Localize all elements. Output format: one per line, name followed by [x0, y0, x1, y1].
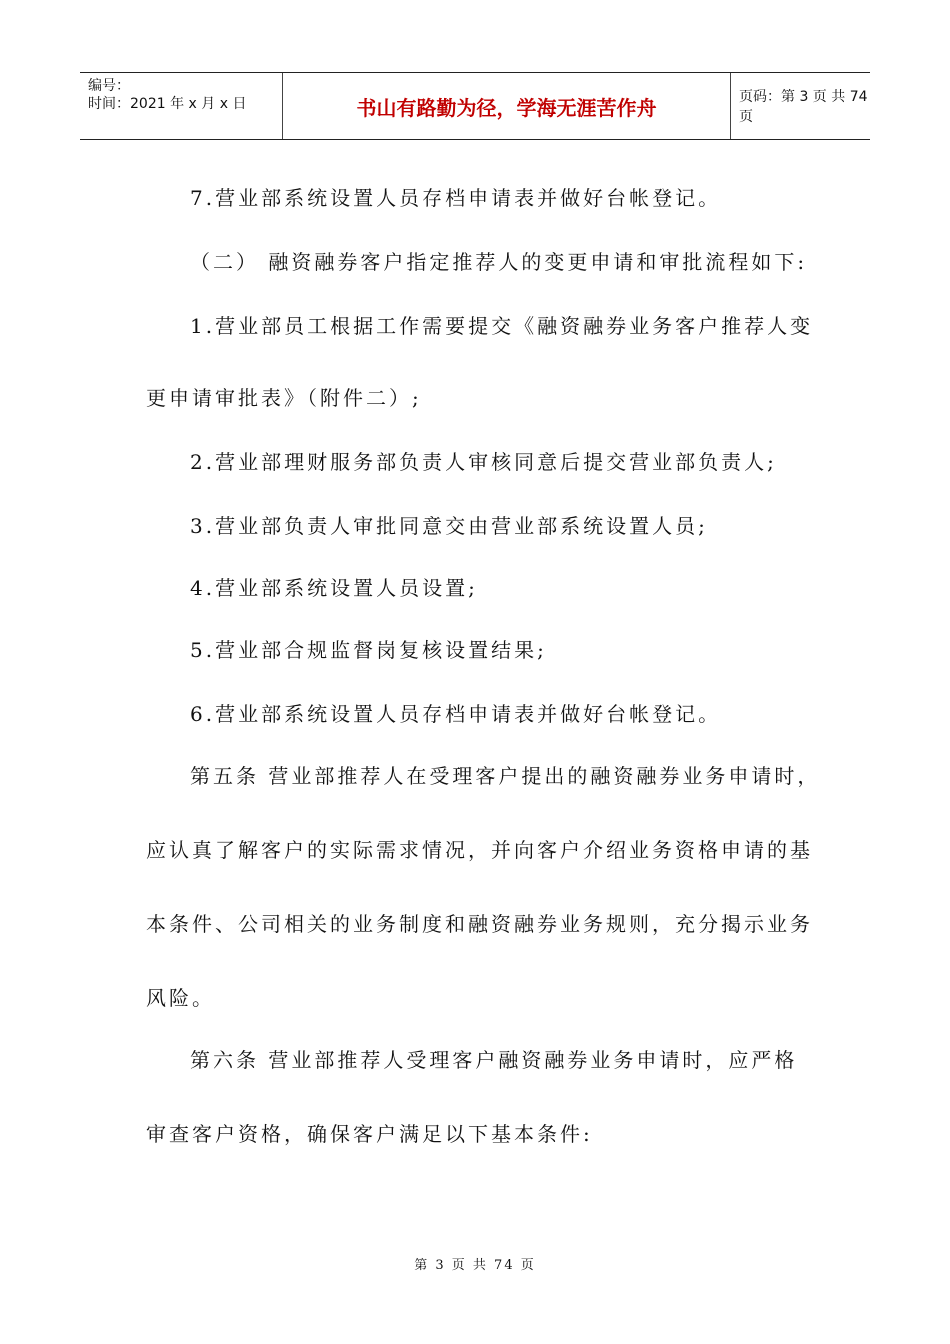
- body-line: 2.营业部理财服务部负责人审核同意后提交营业部负责人;: [190, 450, 777, 474]
- document-header: [80, 72, 870, 140]
- body-line: 审查客户资格，确保客户满足以下基本条件:: [146, 1122, 593, 1146]
- header-meta: [80, 73, 283, 139]
- body-line: 6.营业部系统设置人员存档申请表并做好台帐登记。: [190, 702, 722, 726]
- page-footer: 第 3 页 共 74 页: [414, 1258, 536, 1273]
- body-line: 本条件、公司相关的业务制度和融资融券业务规则，充分揭示业务: [146, 912, 813, 936]
- body-line: 5.营业部合规监督岗复核设置结果;: [190, 638, 547, 662]
- body-line: 3.营业部负责人审批同意交由营业部系统设置人员;: [190, 514, 708, 538]
- body-line: 4.营业部系统设置人员设置;: [190, 576, 478, 600]
- header-page-info: 页码：第 3 页 共 74 页: [739, 89, 868, 125]
- body-line: 7.营业部系统设置人员存档申请表并做好台帐登记。: [190, 186, 722, 210]
- body-line: 应认真了解客户的实际需求情况，并向客户介绍业务资格申请的基: [146, 838, 813, 862]
- time-label: 时间：2021 年 x 月 x 日: [88, 96, 247, 112]
- body-line: 第六条 营业部推荐人受理客户融资融券业务申请时，应严格: [190, 1048, 798, 1072]
- header-motto: 书山有路勤为径，学海无涯苦作舟: [283, 73, 731, 139]
- body-line: 风险。: [146, 986, 215, 1010]
- body-line: （二） 融资融券客户指定推荐人的变更申请和审批流程如下:: [190, 250, 808, 274]
- body-line: 1.营业部员工根据工作需要提交《融资融券业务客户推荐人变: [190, 314, 814, 338]
- body-line: 更申请审批表》（附件二）;: [146, 386, 422, 410]
- body-line: 第五条 营业部推荐人在受理客户提出的融资融券业务申请时，: [190, 764, 821, 788]
- serial-number-label: 编号：: [88, 78, 130, 94]
